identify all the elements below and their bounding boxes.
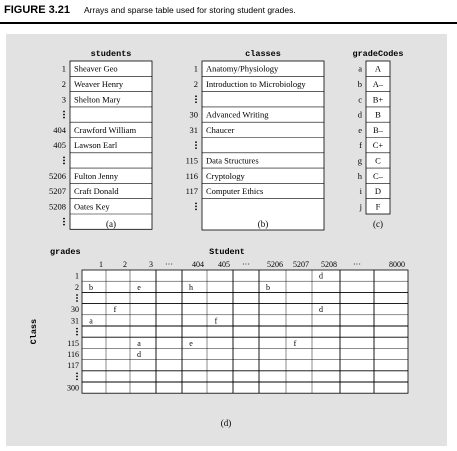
sparse-cell: b <box>89 282 93 292</box>
students-index: 1 <box>61 63 66 74</box>
sparse-row-label: 30 <box>71 305 79 315</box>
students-index: 5206 <box>49 170 66 181</box>
gradeCodes-sublabel: (c) <box>373 219 383 229</box>
classes-gap-dot-1 <box>195 144 197 146</box>
classes-gap-dot-2 <box>195 208 197 210</box>
classes-value: Chaucer <box>206 124 235 135</box>
sparse-col-label: 8000 <box>389 260 405 269</box>
sparse-row-label: 117 <box>67 361 79 371</box>
classes-gap-dot-2 <box>195 101 197 103</box>
sparse-row-axis: Class <box>29 318 39 345</box>
sparse-col-label: ··· <box>353 260 361 269</box>
sparse-col-label: 404 <box>192 260 204 269</box>
sparse-row-gap-dot-2 <box>76 334 78 336</box>
sparse-cell: e <box>189 338 193 348</box>
sparse-row-gap-dot-0 <box>76 328 78 330</box>
sparse-row-label: 1 <box>75 271 79 281</box>
gradeCodes-index: h <box>357 170 362 181</box>
gradeCodes-value: A– <box>372 78 384 89</box>
students-value: Shelton Mary <box>74 94 121 105</box>
classes-gap-dot-2 <box>195 147 197 149</box>
sparse-row-label: 300 <box>67 383 79 393</box>
gradeCodes-value: C+ <box>372 140 384 151</box>
sparse-col-label: 1 <box>99 260 103 269</box>
classes-index: 117 <box>185 186 198 197</box>
gradeCodes-index: j <box>359 201 362 212</box>
sparse-row-gap-dot-2 <box>76 379 78 381</box>
sparse-row-label: 116 <box>67 350 79 359</box>
classes-index: 30 <box>189 109 198 120</box>
classes-index: 31 <box>189 124 198 135</box>
students-index: 404 <box>53 124 66 135</box>
gradeCodes-index: c <box>358 94 362 105</box>
header-rule <box>0 22 457 24</box>
students-gap-dot-1 <box>63 114 65 116</box>
sparse-row-gap-dot-1 <box>76 331 78 333</box>
classes-value: Advanced Writing <box>206 109 269 120</box>
sparse-cell: h <box>189 282 193 292</box>
students-index: 3 <box>61 94 66 105</box>
gradeCodes-value: B <box>375 109 381 120</box>
figure-caption: Arrays and sparse table used for storing student grades. <box>84 5 296 15</box>
classes-value: Computer Ethics <box>206 186 264 197</box>
figure-drawing <box>6 34 447 446</box>
students-sublabel: (a) <box>106 219 116 229</box>
gradeCodes-index: b <box>357 78 362 89</box>
sparse-col-axis: Student <box>209 247 245 257</box>
sparse-row-gap-dot-2 <box>76 300 78 302</box>
figure-panel <box>6 34 447 446</box>
classes-sublabel: (b) <box>257 219 269 229</box>
sparse-cell: f <box>293 338 297 348</box>
sparse-col-label: 5206 <box>267 260 283 269</box>
students-gap-dot-0 <box>63 157 65 159</box>
sparse-cell: f <box>214 316 218 326</box>
sparse-cell: d <box>319 271 323 281</box>
sparse-col-label: 5207 <box>293 260 309 269</box>
gradeCodes-value: B– <box>373 124 383 135</box>
sparse-col-label: 5208 <box>321 260 337 269</box>
gradeCodes-value: B+ <box>372 94 384 105</box>
classes-title: classes <box>245 49 281 59</box>
classes-index: 1 <box>193 63 198 74</box>
sparse-row-gap-dot-0 <box>76 373 78 375</box>
gradeCodes-value: C <box>375 155 381 166</box>
sparse-row-label: 115 <box>67 338 79 348</box>
sparse-col-label: 2 <box>123 260 127 269</box>
students-gap-dot-1 <box>63 160 65 162</box>
students-gap-dot-1 <box>63 221 65 223</box>
classes-gap-dot-1 <box>195 205 197 207</box>
classes-gap-dot-0 <box>195 202 197 204</box>
sparse-table-box <box>82 270 408 393</box>
gradeCodes-index: d <box>357 109 362 120</box>
students-index: 5208 <box>49 201 66 212</box>
sparse-cell: e <box>137 282 141 292</box>
sparse-col-label: ··· <box>165 260 173 269</box>
gradeCodes-value: C– <box>373 170 383 181</box>
sparse-row-gap-dot-1 <box>76 297 78 299</box>
sparse-row-gap-dot-0 <box>76 294 78 296</box>
students-gap-dot-0 <box>63 218 65 220</box>
sparse-row-gap-dot-1 <box>76 376 78 378</box>
sparse-col-label: 405 <box>218 260 230 269</box>
sparse-title: grades <box>50 247 81 257</box>
sparse-row-label: 2 <box>75 282 79 292</box>
sparse-cell: d <box>319 305 323 315</box>
figure-header <box>0 0 457 26</box>
sparse-cell: d <box>137 350 141 359</box>
sparse-row-label: 31 <box>71 316 79 326</box>
students-value: Fulton Jenny <box>74 170 119 181</box>
students-value: Craft Donald <box>74 186 119 197</box>
gradeCodes-index: e <box>358 124 362 135</box>
figure-number: FIGURE 3.21 <box>4 4 71 16</box>
gradeCodes-value: A <box>374 63 382 74</box>
sparse-cell: b <box>266 282 270 292</box>
sparse-cell: a <box>137 338 141 348</box>
classes-index: 2 <box>193 78 198 89</box>
gradeCodes-value: D <box>374 186 382 197</box>
classes-gap-dot-0 <box>195 95 197 97</box>
students-value: Sheaver Geo <box>74 63 118 74</box>
sparse-col-label: 3 <box>149 260 153 269</box>
gradeCodes-index: a <box>358 63 362 74</box>
classes-index: 115 <box>185 155 198 166</box>
classes-value: Anatomy/Physiology <box>206 63 279 74</box>
classes-index: 116 <box>185 170 198 181</box>
students-index: 5207 <box>49 186 66 197</box>
sparse-cell: f <box>113 305 117 315</box>
students-index: 405 <box>53 140 66 151</box>
students-gap-dot-0 <box>63 111 65 113</box>
gradeCodes-value: F <box>375 201 381 212</box>
sparse-col-label: ··· <box>242 260 250 269</box>
gradeCodes-index: f <box>359 140 362 151</box>
classes-gap-dot-0 <box>195 141 197 143</box>
gradeCodes-index: g <box>357 155 362 166</box>
students-value: Oates Key <box>74 201 110 212</box>
students-value: Crawford William <box>74 124 137 135</box>
classes-gap-dot-1 <box>195 98 197 100</box>
sparse-cell: a <box>89 316 93 326</box>
classes-value: Data Structures <box>206 155 259 166</box>
gradeCodes-title: gradeCodes <box>352 49 404 59</box>
students-index: 2 <box>61 78 66 89</box>
classes-value: Introduction to Microbiology <box>206 78 306 89</box>
students-gap-dot-2 <box>63 163 65 165</box>
students-title: students <box>90 49 132 59</box>
students-gap-dot-2 <box>63 117 65 119</box>
students-value: Lawson Earl <box>74 140 118 151</box>
students-gap-dot-2 <box>63 224 65 226</box>
gradeCodes-index: i <box>359 186 362 197</box>
sparse-sublabel: (d) <box>220 418 232 428</box>
students-value: Weaver Henry <box>74 78 124 89</box>
classes-value: Cryptology <box>206 170 245 181</box>
